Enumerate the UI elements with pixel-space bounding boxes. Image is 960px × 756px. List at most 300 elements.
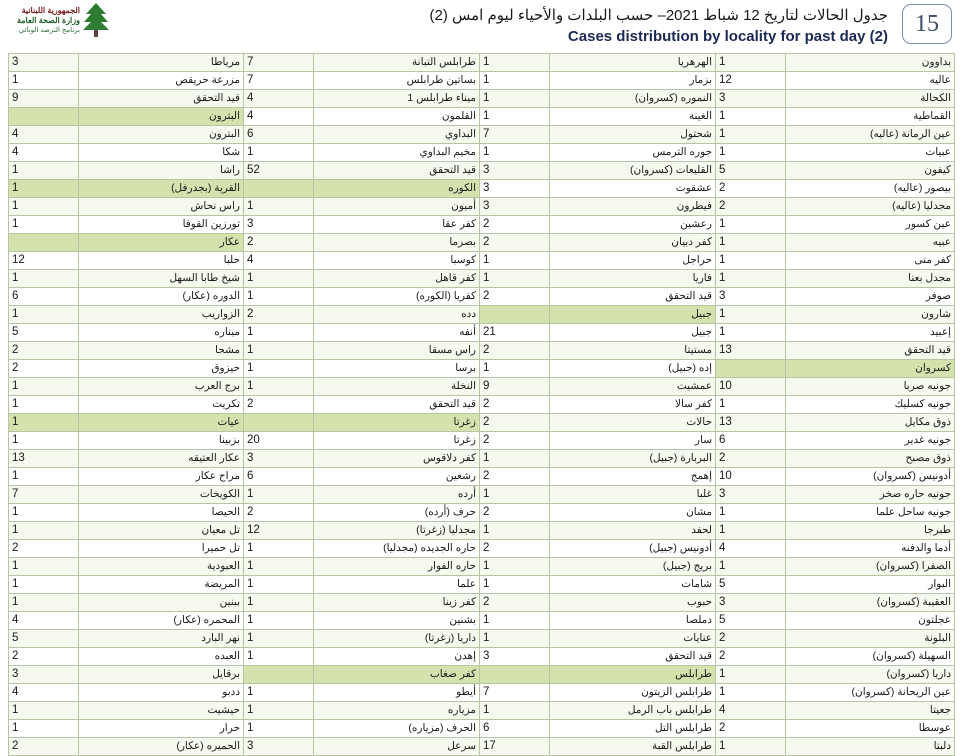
locality-name-cell: فيطرون <box>550 198 716 216</box>
locality-name-cell: لحفد <box>550 522 716 540</box>
locality-name-cell: طبرجا <box>786 522 955 540</box>
case-count-cell: 1 <box>480 108 550 126</box>
case-count-cell: 1 <box>244 198 314 216</box>
case-count-cell: 7 <box>480 126 550 144</box>
locality-name-cell: حيزوق <box>79 360 244 378</box>
case-count-cell: 1 <box>716 144 786 162</box>
case-count-cell: 2 <box>244 396 314 414</box>
locality-name-cell: شامات <box>550 576 716 594</box>
title-english: Cases distribution by locality for past day (2) <box>567 28 888 45</box>
locality-name-cell: تل حميرا <box>79 540 244 558</box>
table-row <box>9 684 955 702</box>
case-count-cell: 1 <box>480 612 550 630</box>
locality-name-cell: جونيه غدير <box>786 432 955 450</box>
locality-name-cell: البربارة (جبيل) <box>550 450 716 468</box>
table-row <box>9 54 955 72</box>
table-row <box>9 180 955 198</box>
locality-name-cell: البوار <box>786 576 955 594</box>
locality-name-cell: جونيه حاره صخر <box>786 486 955 504</box>
locality-name-cell: قيد التحقق <box>314 162 480 180</box>
case-count-cell: 2 <box>480 396 550 414</box>
cases-table-container <box>8 53 954 756</box>
case-count-cell: 2 <box>480 216 550 234</box>
case-count-cell: 1 <box>480 90 550 108</box>
case-count-cell: 1 <box>480 630 550 648</box>
case-count-cell: 7 <box>480 684 550 702</box>
case-count-cell: 2 <box>480 432 550 450</box>
table-row <box>9 450 955 468</box>
locality-name-cell: طرابلس باب الرمل <box>550 702 716 720</box>
locality-name-cell: الكويخات <box>79 486 244 504</box>
case-count-cell: 3 <box>480 180 550 198</box>
locality-name-cell: ميناء طرابلس 1 <box>314 90 480 108</box>
case-count-cell: 1 <box>716 684 786 702</box>
locality-name-cell: الغينة <box>550 108 716 126</box>
case-count-cell <box>244 180 314 198</box>
locality-name-cell: الحيصا <box>79 504 244 522</box>
locality-name-cell: قيد التحقق <box>314 396 480 414</box>
locality-name-cell: طرابلس الزيتون <box>550 684 716 702</box>
locality-name-cell: غلبا <box>550 486 716 504</box>
case-count-cell: 1 <box>480 558 550 576</box>
locality-name-cell: برج العرب <box>79 378 244 396</box>
case-count-cell: 1 <box>9 162 79 180</box>
locality-name-cell: حاره الجديده (مجدليا) <box>314 540 480 558</box>
district-header-cell: البترون <box>79 108 244 126</box>
table-row <box>9 414 955 432</box>
case-count-cell: 1 <box>244 144 314 162</box>
locality-name-cell: مجدليا (زغرتا) <box>314 522 480 540</box>
locality-name-cell: عنايات <box>550 630 716 648</box>
locality-name-cell: بزمار <box>550 72 716 90</box>
case-count-cell: 1 <box>244 360 314 378</box>
locality-name-cell: البداوي <box>314 126 480 144</box>
locality-name-cell: قيد التحقق <box>550 648 716 666</box>
table-row <box>9 252 955 270</box>
case-count-cell <box>9 234 79 252</box>
case-count-cell: 2 <box>480 288 550 306</box>
locality-name-cell: بصرما <box>314 234 480 252</box>
case-count-cell: 7 <box>244 54 314 72</box>
case-count-cell: 2 <box>480 504 550 522</box>
locality-name-cell: تل معيان <box>79 522 244 540</box>
locality-name-cell: كيفون <box>786 162 955 180</box>
table-row <box>9 630 955 648</box>
locality-name-cell: عاليه <box>786 72 955 90</box>
table-row <box>9 504 955 522</box>
locality-name-cell: حاره الفوار <box>314 558 480 576</box>
ministry-logo <box>10 2 106 42</box>
locality-name-cell: إده (جبيل) <box>550 360 716 378</box>
case-count-cell <box>9 108 79 126</box>
case-count-cell: 1 <box>480 144 550 162</box>
case-count-cell <box>244 414 314 432</box>
case-count-cell: 4 <box>244 108 314 126</box>
table-row <box>9 540 955 558</box>
case-count-cell: 1 <box>480 576 550 594</box>
locality-name-cell: تورزين القوفا <box>79 216 244 234</box>
locality-name-cell: تكريت <box>79 396 244 414</box>
logo-line-3: برنامج الترصد الوبائي <box>18 27 80 34</box>
district-header-cell: عيات <box>79 414 244 432</box>
case-count-cell: 5 <box>716 576 786 594</box>
locality-name-cell: بشنين <box>314 612 480 630</box>
locality-name-cell: فاريا <box>550 270 716 288</box>
case-count-cell: 1 <box>244 486 314 504</box>
case-count-cell: 3 <box>716 594 786 612</box>
locality-name-cell: القماطية <box>786 108 955 126</box>
locality-name-cell: المحمره (عكار) <box>79 612 244 630</box>
locality-name-cell: رشعين <box>314 468 480 486</box>
locality-name-cell: القلمون <box>314 108 480 126</box>
locality-name-cell: جوره الترمس <box>550 144 716 162</box>
locality-name-cell: كفر عقا <box>314 216 480 234</box>
case-count-cell: 13 <box>716 342 786 360</box>
case-count-cell: 2 <box>9 360 79 378</box>
locality-name-cell: برسا <box>314 360 480 378</box>
locality-name-cell: كفر دلاقوس <box>314 450 480 468</box>
locality-name-cell: شيخ طابا السهل <box>79 270 244 288</box>
case-count-cell: 1 <box>9 702 79 720</box>
locality-name-cell: علما <box>314 576 480 594</box>
table-row <box>9 162 955 180</box>
locality-name-cell: جعيتا <box>786 702 955 720</box>
case-count-cell: 4 <box>9 612 79 630</box>
case-count-cell: 1 <box>244 684 314 702</box>
table-row <box>9 324 955 342</box>
locality-name-cell: البترون <box>79 126 244 144</box>
locality-name-cell: النخلة <box>314 378 480 396</box>
case-count-cell: 1 <box>244 648 314 666</box>
page-number-badge: 15 <box>902 4 952 44</box>
case-count-cell: 1 <box>9 522 79 540</box>
case-count-cell <box>480 666 550 684</box>
district-header-cell: كفر صغاب <box>314 666 480 684</box>
table-row <box>9 666 955 684</box>
locality-name-cell: مراح عكار <box>79 468 244 486</box>
case-count-cell <box>716 360 786 378</box>
case-count-cell: 6 <box>244 126 314 144</box>
case-count-cell: 1 <box>244 540 314 558</box>
locality-name-cell: مشان <box>550 504 716 522</box>
locality-name-cell: قيد التحقق <box>786 342 955 360</box>
case-count-cell: 2 <box>244 504 314 522</box>
locality-name-cell: المريضة <box>79 576 244 594</box>
locality-name-cell: عبيات <box>786 144 955 162</box>
table-row <box>9 432 955 450</box>
case-count-cell: 1 <box>244 594 314 612</box>
case-count-cell <box>244 666 314 684</box>
locality-name-cell: عشقوت <box>550 180 716 198</box>
table-row <box>9 738 955 756</box>
locality-name-cell: الدوره (عكار) <box>79 288 244 306</box>
case-count-cell: 2 <box>716 450 786 468</box>
case-count-cell: 1 <box>716 108 786 126</box>
case-count-cell: 1 <box>244 378 314 396</box>
locality-name-cell: مجدليا (عاليه) <box>786 198 955 216</box>
locality-name-cell: كفريا (الكوره) <box>314 288 480 306</box>
logo-line-1: الجمهورية اللبنانية <box>21 6 80 15</box>
locality-name-cell: أدونيس (كسروان) <box>786 468 955 486</box>
case-count-cell: 1 <box>480 54 550 72</box>
table-row <box>9 378 955 396</box>
case-count-cell: 2 <box>716 648 786 666</box>
locality-name-cell: أدما والدفنه <box>786 540 955 558</box>
table-row <box>9 360 955 378</box>
case-count-cell: 2 <box>9 540 79 558</box>
locality-name-cell: مجدل بعنا <box>786 270 955 288</box>
cedar-icon <box>82 2 110 38</box>
case-count-cell: 2 <box>9 648 79 666</box>
locality-name-cell: أيطو <box>314 684 480 702</box>
locality-name-cell: قيد التحقق <box>550 288 716 306</box>
page-header <box>0 0 960 52</box>
locality-name-cell: الحميره (عكار) <box>79 738 244 756</box>
locality-name-cell: طرابلس التل <box>550 720 716 738</box>
district-header-cell: جبيل <box>550 306 716 324</box>
case-count-cell: 1 <box>716 558 786 576</box>
locality-name-cell: بداوون <box>786 54 955 72</box>
locality-name-cell: جونيه صربا <box>786 378 955 396</box>
case-count-cell: 2 <box>244 306 314 324</box>
case-count-cell: 1 <box>480 252 550 270</box>
locality-name-cell: راشا <box>79 162 244 180</box>
case-count-cell: 3 <box>244 450 314 468</box>
locality-name-cell: مستيتا <box>550 342 716 360</box>
case-count-cell: 1 <box>716 306 786 324</box>
case-count-cell: 2 <box>244 234 314 252</box>
locality-name-cell: الزواريب <box>79 306 244 324</box>
case-count-cell: 1 <box>244 288 314 306</box>
case-count-cell: 12 <box>9 252 79 270</box>
locality-name-cell: بيصور (عاليه) <box>786 180 955 198</box>
locality-name-cell: برقايل <box>79 666 244 684</box>
case-count-cell: 1 <box>244 558 314 576</box>
locality-name-cell: طرابلس التبانة <box>314 54 480 72</box>
table-row <box>9 288 955 306</box>
district-header-cell: كسروان <box>786 360 955 378</box>
case-count-cell: 1 <box>244 702 314 720</box>
case-count-cell: 2 <box>480 594 550 612</box>
locality-name-cell: دلبتا <box>786 738 955 756</box>
case-count-cell: 13 <box>9 450 79 468</box>
table-row <box>9 486 955 504</box>
locality-name-cell: كفر قاهل <box>314 270 480 288</box>
locality-name-cell: كفر متى <box>786 252 955 270</box>
case-count-cell: 1 <box>716 396 786 414</box>
case-count-cell: 2 <box>9 342 79 360</box>
case-count-cell: 6 <box>9 288 79 306</box>
district-header-cell: القرية (بجدرفل) <box>79 180 244 198</box>
table-row <box>9 576 955 594</box>
locality-name-cell: ذوق مكايل <box>786 414 955 432</box>
table-row <box>9 342 955 360</box>
case-count-cell: 10 <box>716 468 786 486</box>
case-count-cell: 3 <box>9 666 79 684</box>
case-count-cell: 1 <box>9 216 79 234</box>
table-row <box>9 270 955 288</box>
case-count-cell: 1 <box>244 324 314 342</box>
case-count-cell: 7 <box>9 486 79 504</box>
case-count-cell: 1 <box>480 72 550 90</box>
locality-name-cell: أميون <box>314 198 480 216</box>
case-count-cell: 1 <box>9 270 79 288</box>
case-count-cell: 1 <box>9 504 79 522</box>
case-count-cell: 12 <box>716 72 786 90</box>
case-count-cell: 1 <box>716 54 786 72</box>
case-count-cell: 5 <box>716 612 786 630</box>
logo-line-2: وزارة الصحة العامة <box>16 16 80 25</box>
case-count-cell: 1 <box>480 702 550 720</box>
case-count-cell: 1 <box>9 198 79 216</box>
case-count-cell: 5 <box>716 162 786 180</box>
case-count-cell: 4 <box>244 90 314 108</box>
locality-name-cell: ببنين <box>79 594 244 612</box>
case-count-cell: 4 <box>716 540 786 558</box>
locality-name-cell: حالات <box>550 414 716 432</box>
locality-name-cell: شحتول <box>550 126 716 144</box>
locality-name-cell: عين كسور <box>786 216 955 234</box>
case-count-cell: 1 <box>480 522 550 540</box>
case-count-cell: 3 <box>480 648 550 666</box>
case-count-cell: 3 <box>716 486 786 504</box>
case-count-cell: 1 <box>9 72 79 90</box>
locality-name-cell: عين الرمانة (عاليه) <box>786 126 955 144</box>
locality-name-cell: عمشيت <box>550 378 716 396</box>
case-count-cell: 10 <box>716 378 786 396</box>
case-count-cell: 4 <box>9 144 79 162</box>
district-header-cell: الكوره <box>314 180 480 198</box>
locality-name-cell: العقيبة (كسروان) <box>786 594 955 612</box>
locality-name-cell: مشحا <box>79 342 244 360</box>
case-count-cell: 2 <box>480 342 550 360</box>
locality-name-cell: الصفرا (كسروان) <box>786 558 955 576</box>
case-count-cell: 9 <box>480 378 550 396</box>
case-count-cell: 13 <box>716 414 786 432</box>
table-row <box>9 396 955 414</box>
locality-name-cell: البلونة <box>786 630 955 648</box>
locality-name-cell: السهيلة (كسروان) <box>786 648 955 666</box>
case-count-cell: 1 <box>9 432 79 450</box>
locality-name-cell: مزياره <box>314 702 480 720</box>
locality-name-cell: شارون <box>786 306 955 324</box>
case-count-cell: 3 <box>716 90 786 108</box>
case-count-cell: 1 <box>244 342 314 360</box>
case-count-cell: 1 <box>9 594 79 612</box>
table-row <box>9 90 955 108</box>
locality-name-cell: طرابلس القبة <box>550 738 716 756</box>
locality-name-cell: رعشين <box>550 216 716 234</box>
case-count-cell: 1 <box>9 396 79 414</box>
locality-name-cell: جبيل <box>550 324 716 342</box>
case-count-cell: 1 <box>716 234 786 252</box>
case-count-cell: 1 <box>716 522 786 540</box>
case-count-cell: 1 <box>244 720 314 738</box>
table-row <box>9 234 955 252</box>
table-row <box>9 72 955 90</box>
locality-name-cell: راس نحاش <box>79 198 244 216</box>
locality-name-cell: إعبيد <box>786 324 955 342</box>
locality-name-cell: بريج (جبيل) <box>550 558 716 576</box>
locality-name-cell: أنفه <box>314 324 480 342</box>
locality-name-cell: عجلتون <box>786 612 955 630</box>
case-count-cell: 12 <box>244 522 314 540</box>
case-count-cell: 1 <box>9 414 79 432</box>
locality-name-cell: شكا <box>79 144 244 162</box>
locality-name-cell: إهدن <box>314 648 480 666</box>
locality-name-cell: الكحالة <box>786 90 955 108</box>
locality-name-cell: مخيم البداوي <box>314 144 480 162</box>
locality-name-cell: حلبا <box>79 252 244 270</box>
case-count-cell: 1 <box>9 306 79 324</box>
locality-name-cell: القليعات (كسروان) <box>550 162 716 180</box>
table-row <box>9 144 955 162</box>
case-count-cell: 1 <box>244 612 314 630</box>
case-count-cell: 9 <box>9 90 79 108</box>
locality-name-cell: سرعل <box>314 738 480 756</box>
table-row <box>9 522 955 540</box>
case-count-cell: 3 <box>244 216 314 234</box>
locality-name-cell: دده <box>314 306 480 324</box>
case-count-cell: 4 <box>9 684 79 702</box>
table-row <box>9 648 955 666</box>
case-count-cell: 1 <box>9 558 79 576</box>
case-count-cell: 4 <box>716 702 786 720</box>
table-row <box>9 702 955 720</box>
case-count-cell: 2 <box>716 720 786 738</box>
case-count-cell: 3 <box>9 54 79 72</box>
locality-name-cell: ميناره <box>79 324 244 342</box>
locality-name-cell: داريا (كسروان) <box>786 666 955 684</box>
case-count-cell: 2 <box>480 468 550 486</box>
case-count-cell: 2 <box>9 738 79 756</box>
district-header-cell: عكار <box>79 234 244 252</box>
case-count-cell: 20 <box>244 432 314 450</box>
table-row <box>9 108 955 126</box>
district-header-cell: زغرتا <box>314 414 480 432</box>
locality-name-cell: داريا (زغرتا) <box>314 630 480 648</box>
locality-name-cell: النموره (كسروان) <box>550 90 716 108</box>
table-row <box>9 594 955 612</box>
table-row <box>9 126 955 144</box>
cases-table <box>8 53 955 756</box>
case-count-cell: 7 <box>244 72 314 90</box>
locality-name-cell: ددبو <box>79 684 244 702</box>
case-count-cell: 1 <box>716 270 786 288</box>
case-count-cell: 1 <box>480 270 550 288</box>
case-count-cell: 1 <box>480 486 550 504</box>
locality-name-cell: حرار <box>79 720 244 738</box>
case-count-cell: 1 <box>716 252 786 270</box>
locality-name-cell: العبودية <box>79 558 244 576</box>
locality-name-cell: حيشيت <box>79 702 244 720</box>
locality-name-cell: بزبينا <box>79 432 244 450</box>
locality-name-cell: كوسبا <box>314 252 480 270</box>
case-count-cell: 6 <box>480 720 550 738</box>
table-row <box>9 198 955 216</box>
locality-name-cell: جونيه كسليك <box>786 396 955 414</box>
case-count-cell: 1 <box>716 666 786 684</box>
table-row <box>9 720 955 738</box>
locality-name-cell: عوسطا <box>786 720 955 738</box>
table-row <box>9 468 955 486</box>
case-count-cell: 1 <box>9 468 79 486</box>
case-count-cell: 1 <box>244 576 314 594</box>
case-count-cell: 3 <box>244 738 314 756</box>
case-count-cell: 2 <box>480 414 550 432</box>
locality-name-cell: قيد التحقق <box>79 90 244 108</box>
case-count-cell: 1 <box>480 360 550 378</box>
